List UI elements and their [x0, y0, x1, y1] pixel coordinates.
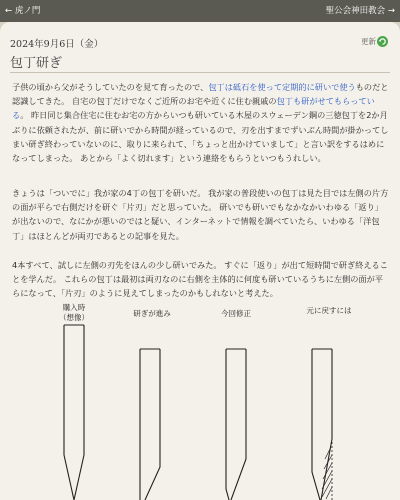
blade-label-restore: 元に戻すには	[306, 306, 352, 315]
whetstone-link[interactable]: 包丁は砥石を使って定期的に研いで使う	[208, 82, 356, 92]
blade-diagram	[0, 317, 400, 500]
blade-label-fixed: 今回修正	[221, 309, 251, 318]
blade-label-progress: 研ぎが進み	[133, 309, 171, 318]
refresh-icon	[377, 36, 388, 47]
hatch-marks	[322, 447, 332, 499]
blade-purchase	[64, 325, 84, 500]
p1-text-c: 。 昨日同じ集合住宅に住むお宅の方からいつも研いている木屋のスウェーデン鋼の三徳包丁を2か月ぶりに依頼されたが、前に研いでから時間が経っているので、刃を出すまでずいぶん時間が掛かってしまい研ぎ終わっていないのに、取りに来られて、「ちょっと出かけていまして」と言い訳をするはめになってしまった。 あとから「よく切れます」という連絡をもらうといつもうれしい。	[12, 110, 389, 164]
paragraph-1	[12, 80, 390, 165]
p1-text-a: 子供の頃から父がそうしていたのを見て育ったので、	[12, 82, 209, 92]
blade-label-purchase: 購入時 （想像）	[59, 303, 89, 322]
p1-text-b: ものだと認識してきた。 自宅の包丁だけでなくご近所のお宅や近くに住む親戚の	[12, 82, 389, 107]
post-card	[0, 22, 400, 500]
paragraph-2: きょうは「ついでに」我が家の4丁の包丁を研いだ。 我が家の普段使いの包丁は見た目では左側の片方の面が平らで右側だけを研ぐ「片刃」だと思っていた。 研いでも研いでもなかなかいわゆる「返り」が出ないので、なにかが悪いのではと疑い、インターネットで情報を調べていたら、いわゆる「洋包丁」はほとんどが両刃であるとの記事を見た。	[12, 188, 389, 241]
paragraph-3: 4本すべて、試しに左側の刃先をほんの少し研いでみた。 すぐに「返り」が出て短時間で研ぎ終えることを学んだ。 これらの包丁は最初は両刃なのに右側を主体的に何度も研いているうちに左側の面が平らになって、「片刃」のように見えてしまったのかもしれないと考えた。	[12, 260, 388, 299]
blade-corrected	[226, 349, 246, 500]
blade-ground	[140, 349, 160, 500]
sharpen-others-link[interactable]: 包丁も研がせてもらっている	[12, 96, 375, 121]
post-title: 包丁研ぎ	[10, 56, 63, 71]
top-nav-bar	[0, 0, 400, 22]
next-post-link[interactable]: 聖公会神田教会 →	[325, 6, 395, 16]
update-label: 更新	[361, 37, 376, 46]
post-date: 2024年9月6日（金）	[10, 39, 104, 50]
title-divider	[10, 72, 390, 73]
update-indicator[interactable]	[361, 36, 388, 48]
blade-restore	[312, 349, 332, 500]
prev-post-link[interactable]: ← 虎ノ門	[5, 6, 41, 16]
